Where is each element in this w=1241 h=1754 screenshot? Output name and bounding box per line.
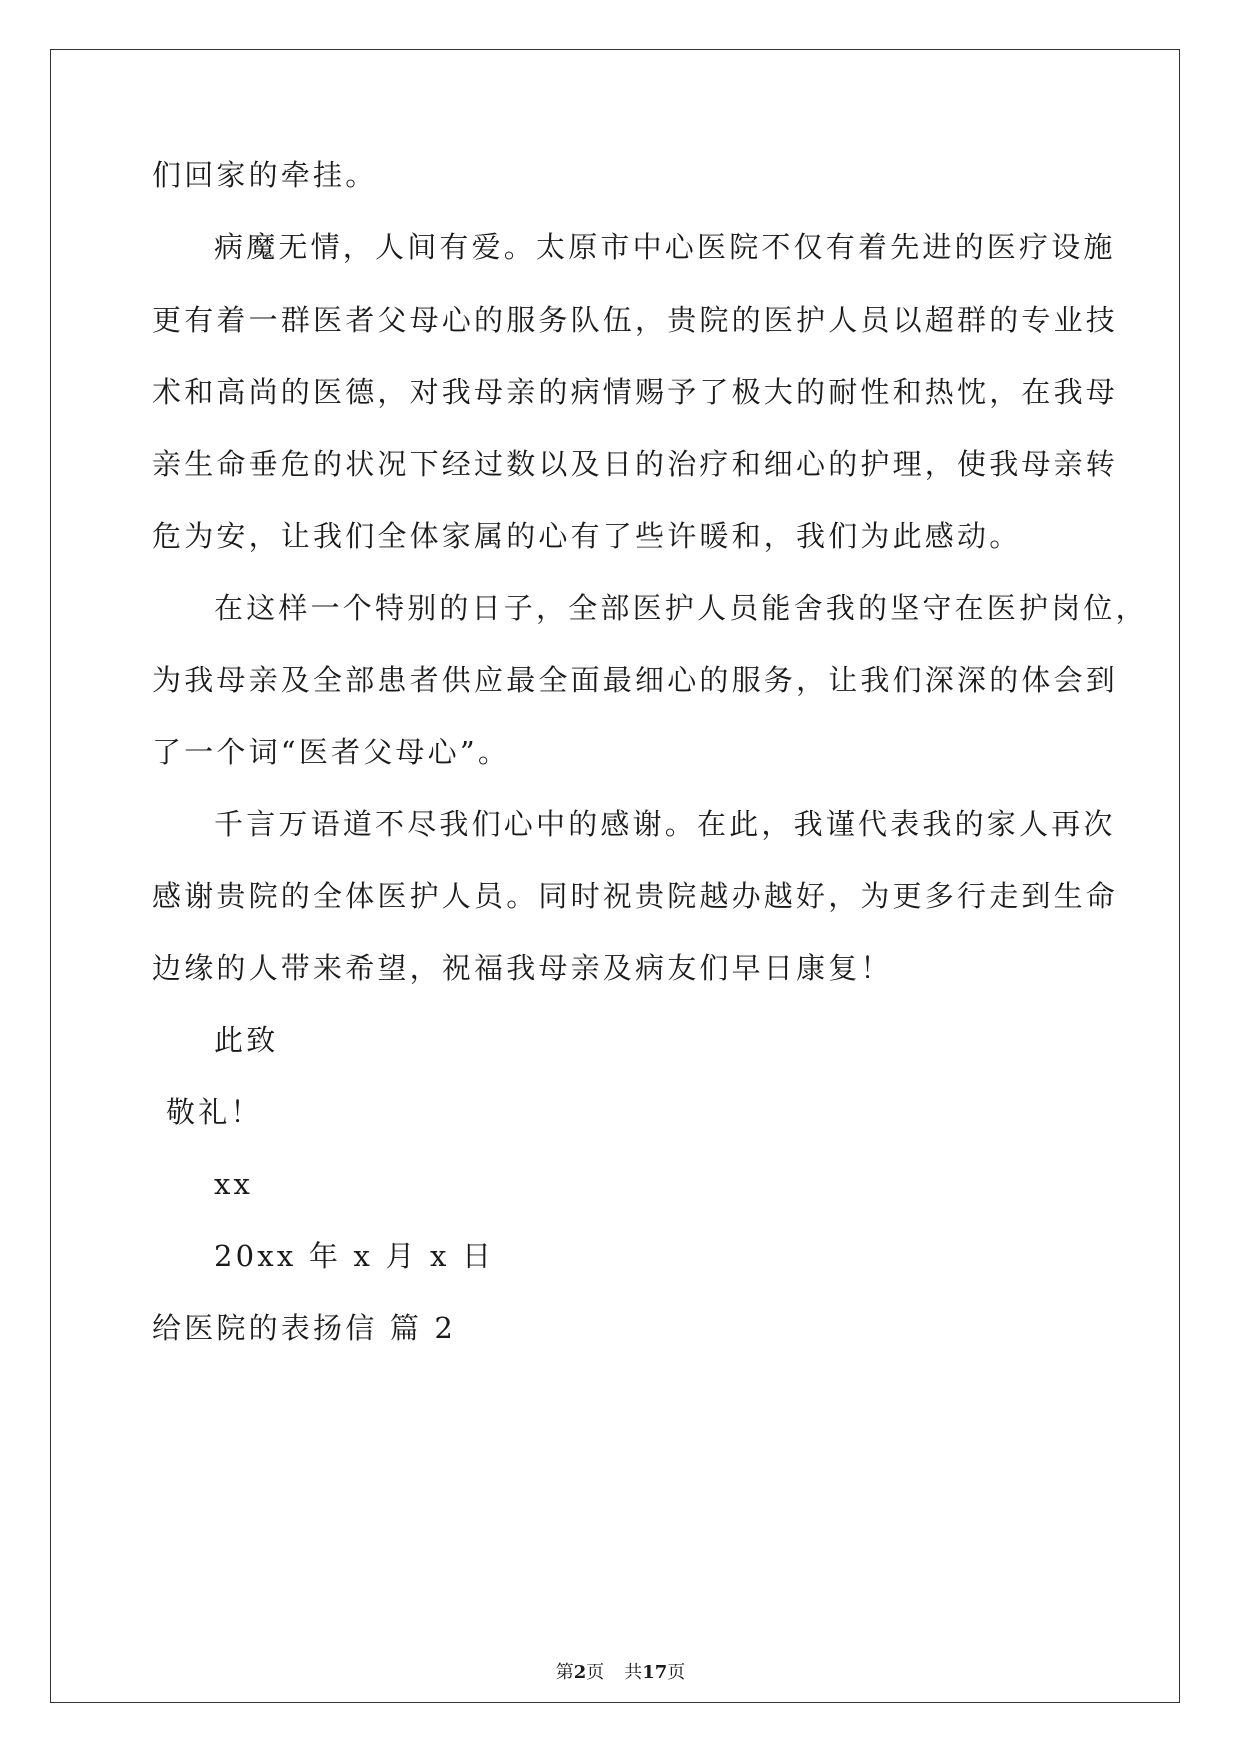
body-line: 们回家的牵挂。 [152,158,378,192]
body-line: 边缘的人带来希望，祝福我母亲及病友们早日康复！ [152,951,893,985]
footer-total-prefix: 共 [624,1662,643,1683]
body-line: 更有着一群医者父母心的服务队伍，贵院的医护人员以超群的专业技 [152,303,1119,337]
body-line: 了一个词“医者父母心”。 [152,735,511,769]
body-line: 为我母亲及全部患者供应最全面最细心的服务，让我们深深的体会到 [152,663,1119,697]
paragraph-line: 在这样一个特别的日子，全部医护人员能舍我的坚守在医护岗位， [214,591,1148,625]
footer-total-suffix: 页 [667,1662,686,1683]
section-heading: 给医院的表扬信 篇 2 [152,1311,457,1345]
body-line: 危为安，让我们全体家属的心有了些许暖和，我们为此感动。 [152,519,1022,553]
page-footer [0,1662,1241,1684]
salutation-line: 敬礼！ [166,1095,263,1129]
body-line: 术和高尚的医德，对我母亲的病情赐予了极大的耐性和热忱，在我母 [152,375,1119,409]
page-border [50,49,1180,1703]
body-line: 感谢贵院的全体医护人员。同时祝贵院越办越好，为更多行走到生命 [152,879,1119,913]
footer-total-pages: 17 [642,1662,668,1683]
footer-page-number: 2 [573,1662,587,1683]
body-line: 亲生命垂危的状况下经过数以及日的治疗和细心的护理，使我母亲转 [152,447,1119,481]
paragraph-line: 千言万语道不尽我们心中的感谢。在此，我谨代表我的家人再次 [214,807,1116,841]
signature-name: xx [214,1167,254,1201]
signature-date: 20xx 年 x 月 x 日 [214,1239,495,1273]
paragraph-line: 病魔无情，人间有爱。太原市中心医院不仅有着先进的医疗设施 [214,230,1116,264]
footer-prefix: 第 [555,1662,574,1683]
footer-page-suffix: 页 [586,1662,605,1683]
closing-line: 此致 [214,1023,279,1057]
